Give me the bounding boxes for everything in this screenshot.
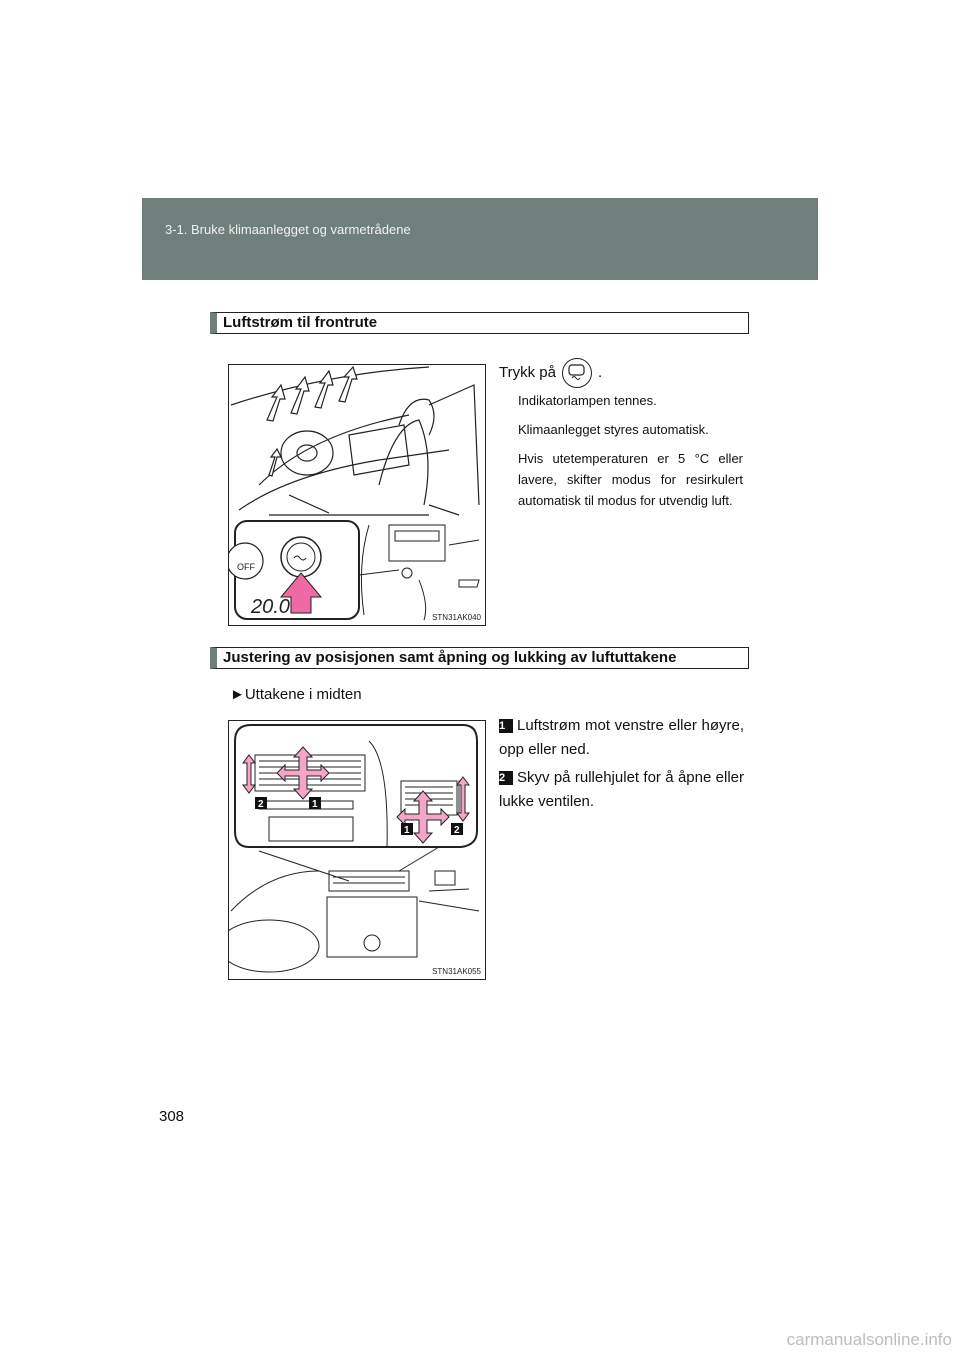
- figure-windshield: [228, 364, 486, 626]
- figure-vents: [228, 720, 486, 980]
- page-number: 308: [159, 1108, 185, 1125]
- note-automatic: Klimaanlegget styres automatisk.: [518, 422, 709, 437]
- watermark[interactable]: carmanualsonline.info: [786, 1330, 952, 1349]
- vent-item-2-text: Skyv på rullehjulet for å åpne eller lukke ventilen.: [499, 769, 744, 810]
- windshield-defroster-icon: [562, 358, 592, 388]
- press-prefix: Trykk på: [499, 363, 556, 381]
- note-temperature: Hvis utetemperaturen er 5 °C eller lavere, skifter modus for resirkulert automatisk til modus for utvendig luft.: [518, 451, 743, 508]
- display-value: 20.0: [251, 596, 290, 618]
- section-title: 3-1. Bruke klimaanlegget og varmetrådene: [165, 222, 411, 237]
- svg-text:1: 1: [312, 799, 318, 810]
- vent-item-1-text: Luftstrøm mot venstre eller høyre, opp eller ned.: [499, 717, 744, 758]
- press-suffix: .: [597, 363, 603, 381]
- svg-text:1: 1: [404, 825, 410, 836]
- vent-item-2: [499, 766, 744, 814]
- item-number-2: 2: [499, 771, 513, 785]
- vent-item-1: [499, 714, 744, 762]
- windshield-illustration: [229, 365, 485, 625]
- note-indicator: Indikatorlampen tennes.: [518, 393, 657, 408]
- svg-text:2: 2: [454, 825, 460, 836]
- figure-code-windshield: STN31AK040: [432, 613, 481, 622]
- figure-code-vents: STN31AK055: [432, 967, 481, 976]
- section-heading-windshield: Luftstrøm til frontrute: [210, 312, 749, 334]
- section-heading-vents: Justering av posisjonen samt åpning og lukking av luftuttakene: [210, 647, 749, 669]
- header-band: [142, 198, 818, 280]
- svg-text:2: 2: [258, 799, 264, 810]
- subheading-center-vents: ►Uttakene i midten: [230, 686, 362, 703]
- off-label: OFF: [237, 562, 255, 572]
- item-number-1: 1: [499, 719, 513, 733]
- vents-illustration: [229, 721, 485, 979]
- press-instruction: [499, 358, 602, 388]
